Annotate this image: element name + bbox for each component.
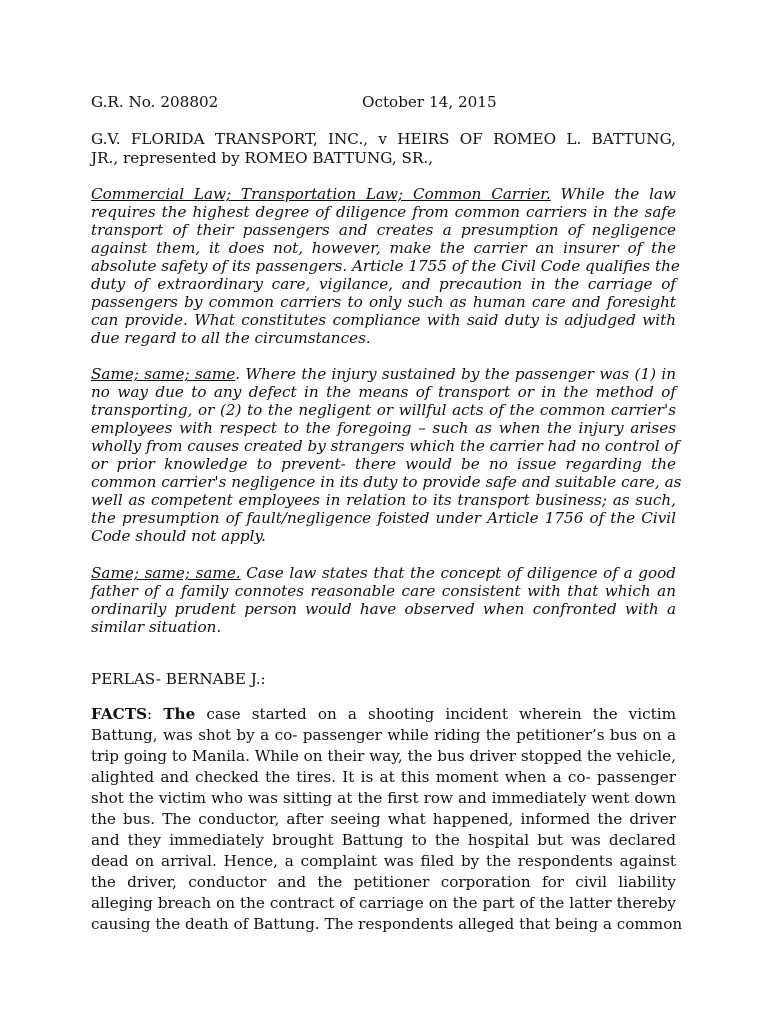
syllabus-2-first-line xyxy=(91,365,676,383)
facts-line: and they immediately brought Battung to the hospital but was declared xyxy=(91,831,676,849)
syllabus-1-line: absolute safety of its passengers. Article 1755 of the Civil Code qualifies the xyxy=(91,257,680,275)
facts-first-line-text: case started on a shooting incident wherein the victim xyxy=(195,705,676,723)
case-title-line-2: JR., represented by ROMEO BATTUNG, SR., xyxy=(91,149,434,167)
facts-line: the driver, conductor and the petitioner corporation for civil liability xyxy=(91,873,676,891)
case-number: G.R. No. 208802 xyxy=(91,93,219,111)
syllabus-1-line: can provide. What constitutes compliance with said duty is adjudged with xyxy=(91,311,676,329)
syllabus-1-heading: Commercial Law; Transportation Law; Common Carrier. xyxy=(91,185,551,203)
syllabus-1-line: against them, it does not, however, make the carrier an insurer of the xyxy=(91,239,676,257)
facts-colon: : xyxy=(147,705,164,723)
syllabus-2-line: Code should not apply. xyxy=(91,527,266,545)
facts-line: shot the victim who was sitting at the first row and immediately went down xyxy=(91,789,676,807)
syllabus-1-line: duty of extraordinary care, vigilance, and precaution in the carriage of xyxy=(91,275,676,293)
syllabus-1-first-line-text: While the law xyxy=(550,185,676,203)
facts-the: The xyxy=(163,705,196,723)
facts-line: the bus. The conductor, after seeing what happened, informed the driver xyxy=(91,810,676,828)
syllabus-2-heading: Same; same; same xyxy=(91,365,236,383)
ponente: PERLAS- BERNABE J.: xyxy=(91,670,266,688)
syllabus-3-first-line xyxy=(91,564,676,582)
syllabus-1-line: passengers by common carriers to only such as human care and foresight xyxy=(91,293,676,311)
facts-line: alleging breach on the contract of carriage on the part of the latter thereby xyxy=(91,894,676,912)
syllabus-2-line: wholly from causes created by strangers which the carrier had no control of xyxy=(91,437,680,455)
syllabus-2-line: transporting, or (2) to the negligent or willful acts of the common carrier's xyxy=(91,401,676,419)
syllabus-2-line: employees with respect to the foregoing – such as when the injury arises xyxy=(91,419,676,437)
syllabus-3-first-line-text: Case law states that the concept of diligence of a good xyxy=(240,564,676,582)
facts-line: trip going to Manila. While on their way, the bus driver stopped the vehicle, xyxy=(91,747,676,765)
syllabus-3-heading: Same; same; same. xyxy=(91,564,241,582)
syllabus-1-line: transport of their passengers and creates a presumption of negligence xyxy=(91,221,676,239)
case-title-line-1: G.V. FLORIDA TRANSPORT, INC., v HEIRS OF ROMEO L. BATTUNG, xyxy=(91,130,676,148)
syllabus-2-line: the presumption of fault/negligence foisted under Article 1756 of the Civil xyxy=(91,509,676,527)
syllabus-2-line: or prior knowledge to prevent- there would be no issue regarding the xyxy=(91,455,676,473)
syllabus-1-first-line xyxy=(91,185,676,203)
facts-line: alighted and checked the tires. It is at this moment when a co- passenger xyxy=(91,768,676,786)
syllabus-2-first-line-text: . Where the injury sustained by the passenger was (1) in xyxy=(235,365,677,383)
syllabus-1-line: requires the highest degree of diligence from common carriers in the safe xyxy=(91,203,676,221)
facts-line: Battung, was shot by a co- passenger while riding the petitioner’s bus on a xyxy=(91,726,676,744)
syllabus-1-line: due regard to all the circumstances. xyxy=(91,329,371,347)
syllabus-3-line: similar situation. xyxy=(91,618,222,636)
syllabus-2-line: well as competent employees in relation to its transport business; as such, xyxy=(91,491,676,509)
syllabus-2-line: common carrier's negligence in its duty to provide safe and suitable care, as xyxy=(91,473,682,491)
facts-label: FACTS xyxy=(91,705,148,723)
syllabus-2-line: no way due to any defect in the means of transport or in the method of xyxy=(91,383,676,401)
facts-first-line xyxy=(91,705,676,723)
syllabus-3-line: father of a family connotes reasonable care consistent with that which an xyxy=(91,582,676,600)
facts-line: dead on arrival. Hence, a complaint was filed by the respondents against xyxy=(91,852,676,870)
facts-line: causing the death of Battung. The respondents alleged that being a common xyxy=(91,915,683,933)
decision-date: October 14, 2015 xyxy=(362,93,497,111)
syllabus-3-line: ordinarily prudent person would have observed when confronted with a xyxy=(91,600,676,618)
